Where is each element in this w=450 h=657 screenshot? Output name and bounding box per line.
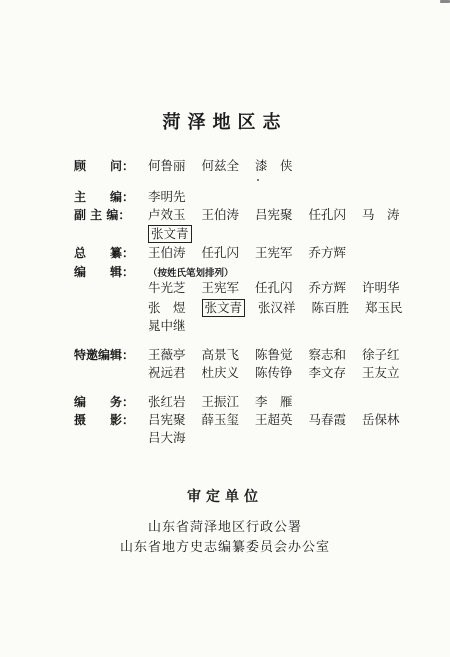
- general-compiler-names: [148, 245, 358, 261]
- person-name: 任孔闪: [255, 280, 293, 295]
- photography-line2: [148, 430, 198, 446]
- scan-speck: [440, 0, 450, 3]
- person-name: 王薇亭: [148, 347, 186, 362]
- person-name: 张红岩: [148, 394, 186, 409]
- person-name: 吕大海: [148, 430, 186, 445]
- editors-line1: [148, 280, 412, 296]
- person-name: 乔方辉: [308, 280, 347, 295]
- general-compiler-label: 总 纂：: [74, 246, 135, 260]
- person-name: 张汉祥: [258, 300, 296, 315]
- person-name: 陈鲁觉: [255, 347, 293, 362]
- person-name: 王振江: [201, 394, 240, 409]
- person-name: 牛光芝: [148, 280, 186, 295]
- person-name: 岳保林: [362, 412, 400, 427]
- person-name: 晁中继: [148, 318, 186, 333]
- person-name: 何鲁丽: [148, 158, 186, 173]
- person-name: 王超英: [255, 412, 293, 427]
- person-name: 许明华: [362, 280, 400, 295]
- person-name-boxed: 张文青: [202, 299, 246, 317]
- person-name: 漆 侠: [255, 158, 293, 173]
- person-name: 郑玉民: [365, 300, 403, 315]
- person-name: 吕宪聚: [148, 412, 186, 427]
- editors-line2: [148, 299, 415, 317]
- guest-editors-line2: [148, 365, 412, 381]
- person-name: 高景飞: [201, 347, 240, 362]
- person-name: 祝远君: [148, 365, 186, 380]
- deputy-editors-line2: [148, 225, 201, 243]
- editors-line3: [148, 318, 198, 334]
- deputy-editors-line1: [148, 207, 412, 223]
- guest-editors-label: 特邀编辑：: [74, 348, 135, 362]
- approval-unit: 山东省地方史志编纂委员会办公室: [119, 540, 330, 555]
- person-name: 卢效玉: [148, 207, 186, 222]
- photography-label: 摄 影：: [74, 413, 135, 427]
- editors-label: 编 辑：: [74, 265, 135, 279]
- advisors-label: 顾 问：: [74, 159, 135, 173]
- person-name: 任孔闪: [201, 245, 240, 260]
- photography-line1: [148, 412, 412, 428]
- person-name: 任孔闪: [308, 207, 347, 222]
- chief-editor-names: [148, 189, 198, 205]
- person-name: 陈传铮: [255, 365, 293, 380]
- person-name: 陈百胜: [311, 300, 350, 315]
- person-name: 张 煜: [148, 300, 186, 315]
- person-name: 马春霞: [308, 412, 347, 427]
- person-name: 李文存: [308, 365, 347, 380]
- person-name: 李明先: [148, 189, 186, 204]
- person-name: 徐子红: [362, 347, 400, 362]
- person-name: 王宪军: [201, 280, 240, 295]
- person-name: 薛玉玺: [201, 412, 240, 427]
- scan-speck: [257, 179, 259, 181]
- guest-editors-line1: [148, 347, 412, 363]
- affairs-names: [148, 394, 305, 410]
- person-name: 王伯涛: [201, 207, 240, 222]
- chief-editor-label: 主 编：: [74, 190, 135, 204]
- person-name: 王伯涛: [148, 245, 186, 260]
- person-name: 察志和: [308, 347, 347, 362]
- advisors-names: [148, 158, 305, 174]
- affairs-label: 编 务：: [74, 395, 135, 409]
- deputy-editors-label: 副 主 编：: [74, 208, 131, 222]
- approval-title: 审定单位: [187, 489, 263, 505]
- person-name-boxed: 张文青: [148, 225, 192, 243]
- approval-unit: 山东省菏泽地区行政公署: [147, 520, 302, 535]
- person-name: 王友立: [362, 365, 400, 380]
- person-name: 乔方辉: [308, 245, 347, 260]
- editors-note: （按姓氏笔划排列）: [148, 268, 234, 279]
- person-name: 王宪军: [255, 245, 293, 260]
- person-name: 杜庆义: [201, 365, 240, 380]
- page-title: 菏泽地区志: [162, 112, 288, 133]
- person-name: 马 涛: [362, 207, 400, 222]
- person-name: 何兹全: [201, 158, 240, 173]
- person-name: 李 雁: [255, 394, 293, 409]
- person-name: 吕宪聚: [255, 207, 293, 222]
